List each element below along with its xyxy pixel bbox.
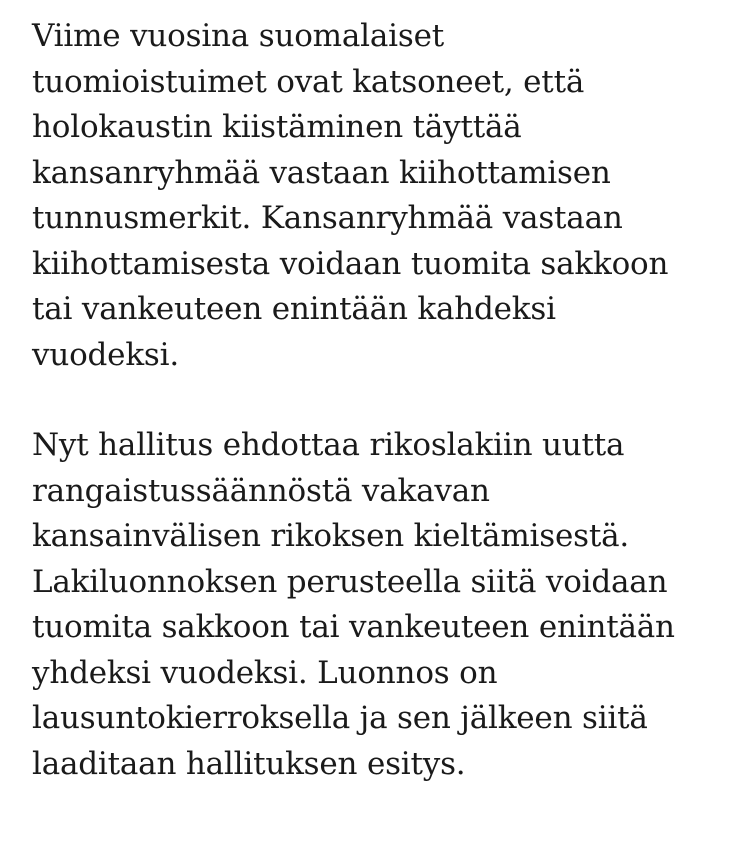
text-line: vuodeksi. [32, 336, 179, 373]
text-line: tai vankeuteen enintään kahdeksi [32, 291, 556, 327]
text-line: kansanryhmää vastaan kiihottamisen [32, 154, 611, 191]
paragraph-2 [32, 423, 732, 787]
text-line: Nyt hallitus ehdottaa rikoslakiin uutta [32, 427, 625, 463]
text-line: Lakiluonnoksen perusteella siitä voidaan [32, 563, 668, 600]
text-line: Viime vuosina suomalaiset [32, 18, 444, 54]
text-line: holokaustin kiistäminen täyttää [32, 109, 522, 145]
text-line: rangaistussäännöstä vakavan [32, 472, 490, 509]
text-line: tuomioistuimet ovat katsoneet, että [32, 63, 585, 100]
text-line: yhdeksi vuodeksi. Luonnos on [32, 654, 498, 691]
article-body [32, 14, 732, 832]
paragraph-1 [32, 14, 732, 378]
text-line: tuomita sakkoon tai vankeuteen enintään [32, 609, 675, 645]
text-line: laaditaan hallituksen esitys. [32, 745, 466, 782]
text-line: kansainvälisen rikoksen kieltämisestä. [32, 518, 630, 554]
text-line: tunnusmerkit. Kansanryhmää vastaan [32, 200, 623, 236]
text-line: lausuntokierroksella ja sen jälkeen siitä [32, 700, 648, 736]
text-line: kiihottamisesta voidaan tuomita sakkoon [32, 245, 669, 282]
